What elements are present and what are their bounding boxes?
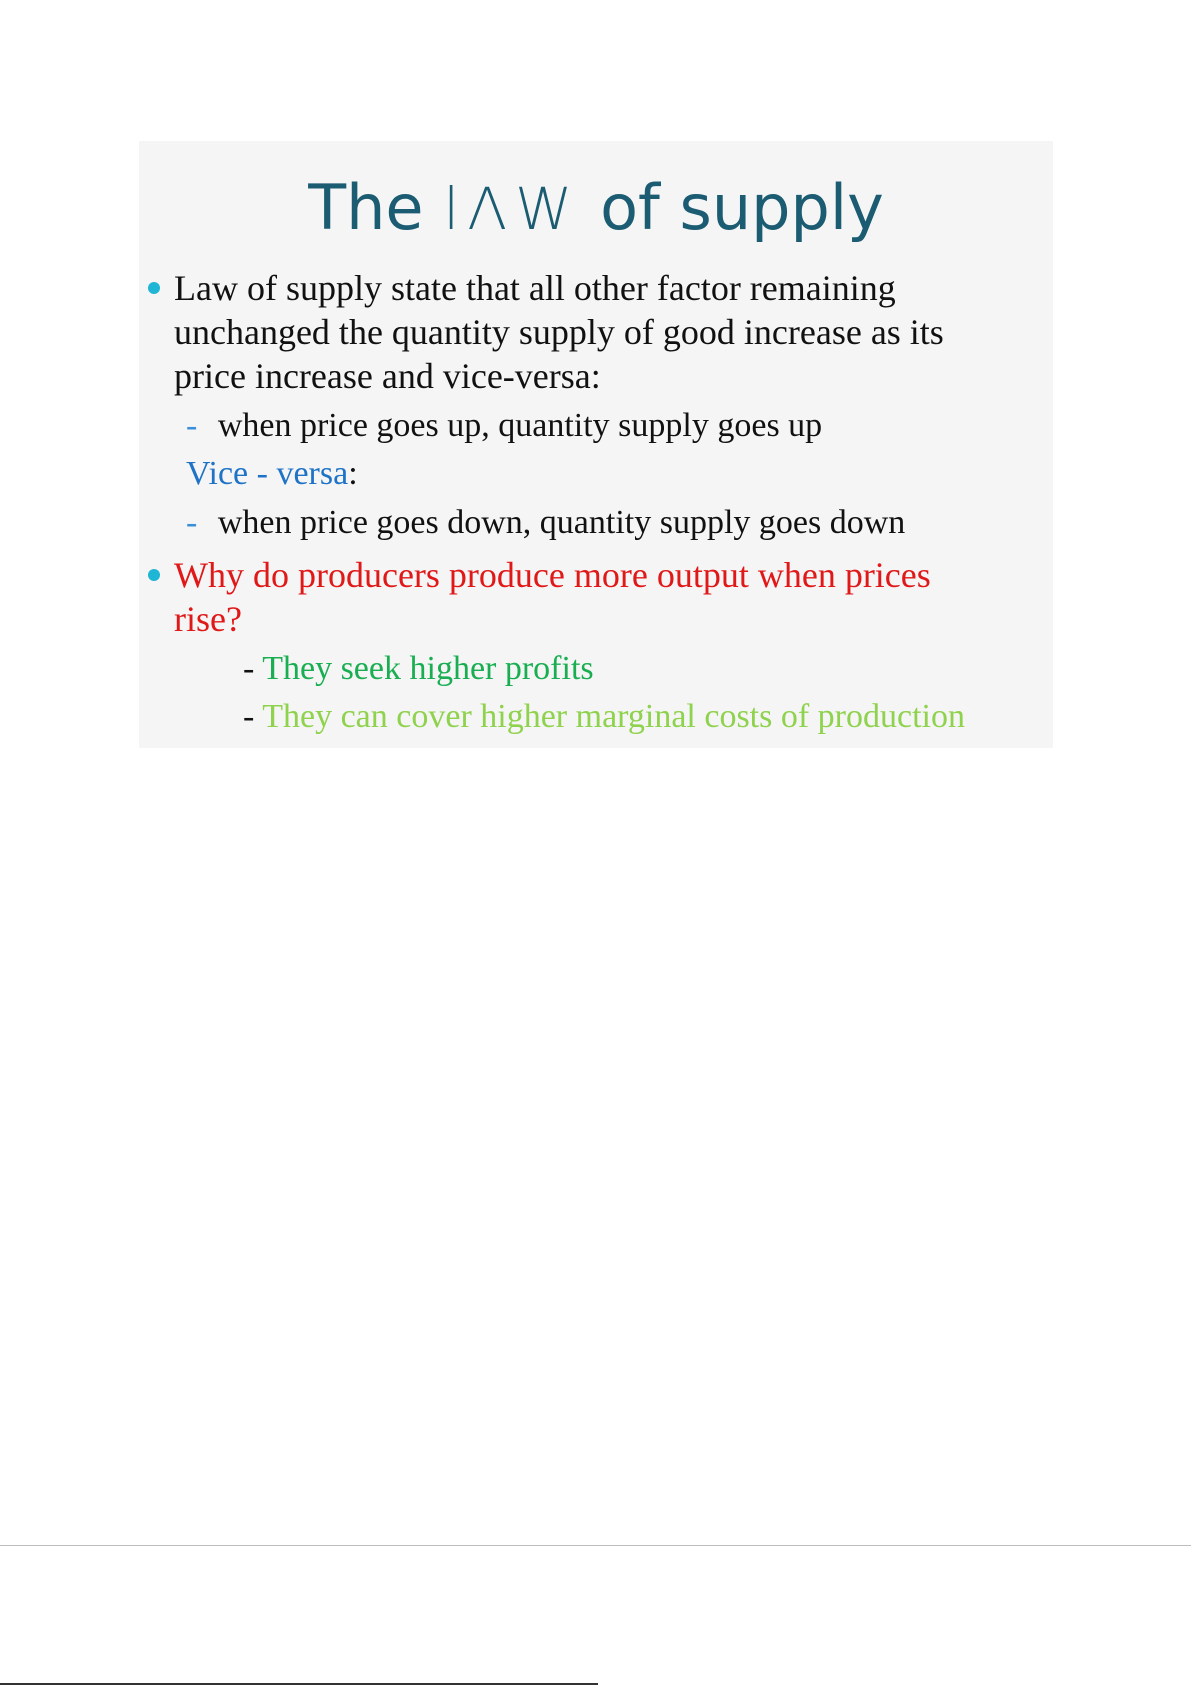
sub-price-up [186,406,822,446]
bullet1-line3: price increase and vice-versa: [174,356,601,396]
sub2-text: when price goes down, quantity supply goes down [217,504,906,541]
reason2-dash: - [243,698,263,735]
title-law: lΛW [443,175,581,243]
bullet1-line2: unchanged the quantity supply of good increase as its [174,312,944,352]
bullet1-line1: Law of supply state that all other factor remaining [174,268,896,308]
bullet-dot-icon [148,282,160,294]
bullet-why-question [174,553,1034,641]
page-divider [0,1545,1191,1546]
slide [139,141,1053,748]
reason-marginal-costs [243,697,965,737]
vice-versa-line [186,454,358,494]
reason1-text: They seek higher profits [262,650,594,687]
vice-versa-colon: : [348,455,358,492]
reason1-dash: - [243,650,263,687]
bullet-law-of-supply [174,266,1034,398]
slide-title [139,171,1053,244]
sub1-text: when price goes up, quantity supply goes up [217,407,823,444]
title-prefix: The [308,171,444,244]
bullet2-line1: Why do producers produce more output when prices [174,555,931,595]
sub-price-down [186,503,905,543]
bullet2-line2: rise? [174,599,242,639]
vice-versa-label: Vice - versa [186,455,349,492]
bullet-dot-icon [148,569,160,581]
sub1-dash: - [186,407,198,444]
reason-higher-profits [243,649,594,689]
title-suffix: of supply [580,171,884,244]
reason2-text: They can cover higher marginal costs of production [262,698,965,735]
sub2-dash: - [186,504,198,541]
